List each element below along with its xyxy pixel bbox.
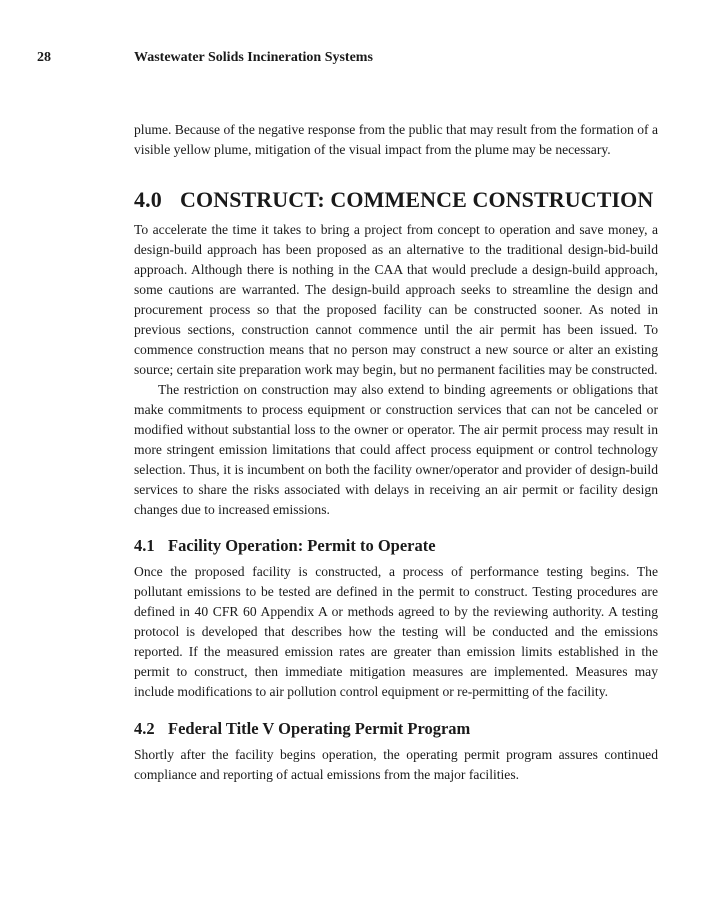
section-4-1-heading bbox=[134, 535, 658, 557]
section-4-0-paragraph-1: To accelerate the time it takes to bring a project from concept to operation and save money, a design-build approach has been proposed as an alternative to the traditional design-bid-build approach. Although there is nothing in the CAA that would preclude a design-build approach, some cautions are warranted. The design-build approach seeks to streamline the design and procurement process so that the proposed facility can be constructed sooner. As noted in previous sections, construction cannot commence until the air permit has been issued. To commence construction means that no person may construct a new source or alter an existing source; certain site preparation work may begin, but no permanent facilities may be constructed. bbox=[134, 222, 658, 377]
section-4-2-number: 4.2 bbox=[134, 719, 155, 738]
section-4-1-paragraph: Once the proposed facility is constructed, a process of performance testing begins. The pollutant emissions to be tested are defined in the permit to construct. Testing procedures are defined in 40 CFR 60 Appendix A or methods agreed to by the reviewing authority. A testing protocol is developed that describes how the testing will be conducted and the emissions reported. If the measured emission rates are greater than emission limits established in the permit to construct, then immediate mitigation measures are implemented. Measures may include modifications to air pollution control equipment or re-permitting of the facility. bbox=[134, 564, 658, 699]
section-4-0-title: CONSTRUCT: COMMENCE CONSTRUCTION bbox=[180, 187, 654, 212]
running-title: Wastewater Solids Incineration Systems bbox=[134, 50, 373, 65]
section-4-0-heading bbox=[134, 186, 658, 214]
section-4-0-number: 4.0 bbox=[134, 187, 162, 212]
page-body bbox=[134, 120, 658, 785]
section-4-2-heading bbox=[134, 718, 658, 740]
page-number: 28 bbox=[37, 50, 51, 65]
section-4-2-title: Federal Title V Operating Permit Program bbox=[168, 719, 471, 738]
opening-paragraph: plume. Because of the negative response from the public that may result from the formation of a visible yellow plume, mitigation of the visual impact from the plume may be necessary. bbox=[134, 122, 658, 157]
section-4-1-number: 4.1 bbox=[134, 536, 155, 555]
section-4-2-paragraph: Shortly after the facility begins operation, the operating permit program assures continued compliance and reporting of actual emissions from the major facilities. bbox=[134, 747, 658, 782]
section-4-0-paragraph-2: The restriction on construction may also extend to binding agreements or obligations that make commitments to process equipment or construction services that can not be canceled or modified without substantial loss to the owner or operator. The air permit process may result in more stringent emission limitations that could affect process equipment or control technology selection. Thus, it is incumbent on both the facility owner/operator and provider of design-build services to share the risks associated with delays in receiving an air permit or facility design changes due to increased emissions. bbox=[134, 382, 658, 517]
section-4-1-title: Facility Operation: Permit to Operate bbox=[168, 536, 436, 555]
